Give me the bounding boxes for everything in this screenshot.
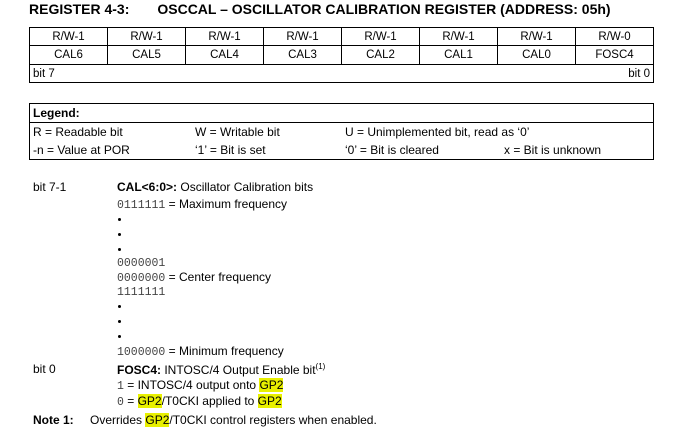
fosc4-bit: bit 0 (33, 362, 56, 376)
ellipsis-dot (118, 320, 121, 323)
cal-bit-range: bit 7-1 (33, 180, 67, 194)
access-cell: R/W-1 (185, 28, 263, 46)
note-label: Note 1: (33, 413, 74, 427)
bit-name-row (30, 46, 653, 64)
fosc4-zero-code: 0 (117, 396, 124, 409)
cal-min-code: 1000000 (117, 346, 166, 359)
bit-name-cell: CAL3 (263, 46, 341, 64)
msb-label: bit 7 (33, 68, 55, 80)
bit-name-cell: FOSC4 (575, 46, 653, 64)
fosc4-field-desc: INTOSC/4 Output Enable bit (161, 363, 316, 377)
cal-min-line (117, 344, 284, 359)
ellipsis-dot (118, 305, 121, 308)
legend-readable: R = Readable bit (33, 125, 123, 139)
access-cell: R/W-0 (575, 28, 653, 46)
cal-field-name: CAL<6:0>: (117, 180, 178, 194)
bit-name-cell: CAL2 (341, 46, 419, 64)
bit-name-cell: CAL5 (107, 46, 185, 64)
fosc4-footnote-ref: (1) (315, 362, 326, 371)
fosc4-zero-eq: = (123, 394, 138, 408)
register-number: REGISTER 4-3: (29, 1, 130, 17)
gp2-highlight: GP2 (259, 378, 284, 392)
access-cell: R/W-1 (107, 28, 185, 46)
bit-name-cell: CAL6 (54, 49, 83, 61)
cal-code-1111111: 1111111 (117, 286, 166, 299)
bit-position-row (30, 64, 653, 83)
fosc4-field-name: FOSC4: (117, 363, 162, 377)
legend-box (29, 103, 654, 160)
bit-name-cell: CAL1 (419, 46, 497, 64)
access-cell: R/W-1 (30, 28, 107, 46)
note-post: /T0CKI control registers when enabled. (169, 413, 377, 427)
legend-divider (30, 122, 653, 123)
note-text (90, 413, 377, 427)
ellipsis-dot (118, 218, 121, 221)
gp2-highlight: GP2 (145, 413, 170, 427)
access-cell: R/W-1 (341, 28, 419, 46)
legend-cleared: ‘0’ = Bit is cleared (345, 143, 439, 157)
ellipsis-dot (118, 233, 121, 236)
fosc4-zero-mid: /T0CKI applied to (161, 394, 258, 408)
lsb-label: bit 0 (628, 68, 650, 80)
bit-name-cell: CAL0 (497, 46, 575, 64)
cal-max-code: 0111111 (117, 199, 166, 212)
cal-max-line (117, 197, 287, 212)
cal-min-text: = Minimum frequency (165, 344, 284, 358)
legend-heading: Legend: (33, 106, 80, 120)
cal-code-0000001: 0000001 (117, 257, 166, 270)
cal-field-desc: Oscillator Calibration bits (177, 180, 314, 194)
access-cell: R/W-1 (263, 28, 341, 46)
legend-unimplemented: U = Unimplemented bit, read as ‘0’ (345, 125, 530, 139)
legend-set: ‘1’ = Bit is set (195, 143, 266, 157)
access-row (30, 28, 653, 46)
fosc4-one-text: = INTOSC/4 output onto (123, 378, 260, 392)
ellipsis-dot (118, 248, 121, 251)
fosc4-zero-line (117, 394, 282, 409)
cal-description (117, 180, 313, 194)
cal-max-text: = Maximum frequency (165, 197, 288, 211)
fosc4-one-code: 1 (117, 380, 124, 393)
cal-center-line (117, 270, 271, 285)
gp2-highlight: GP2 (257, 394, 282, 408)
fosc4-description (117, 362, 325, 377)
access-cell: R/W-1 (419, 28, 497, 46)
bit-name-cell: CAL4 (185, 46, 263, 64)
cal-center-code: 0000000 (117, 272, 166, 285)
gp2-highlight: GP2 (137, 394, 162, 408)
cal-center-text: = Center frequency (165, 270, 272, 284)
note-pre: Overrides (90, 413, 146, 427)
ellipsis-dot (118, 335, 121, 338)
access-cell: R/W-1 (497, 28, 575, 46)
register-title (29, 1, 611, 17)
register-name: OSCCAL – OSCILLATOR CALIBRATION REGISTER (ADDRESS: 05h) (157, 1, 611, 17)
fosc4-one-line (117, 378, 283, 393)
legend-por: -n = Value at POR (33, 143, 130, 157)
legend-writable: W = Writable bit (195, 125, 280, 139)
register-bit-table (29, 27, 654, 83)
legend-unknown: x = Bit is unknown (504, 143, 602, 157)
